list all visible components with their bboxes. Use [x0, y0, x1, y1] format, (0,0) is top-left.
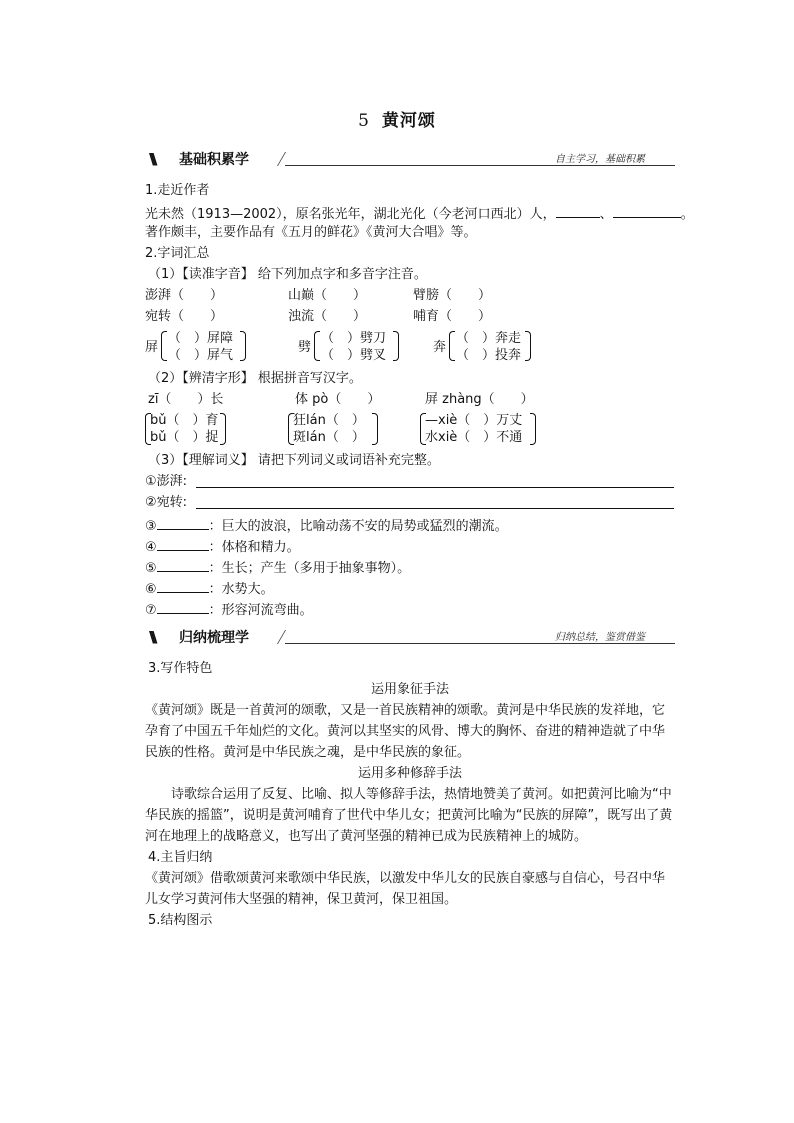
author-line — [145, 203, 694, 224]
shape-option: bǔ（ ）育 — [150, 413, 219, 428]
writing-subheading: 运用多种修辞手法 — [357, 766, 462, 781]
pron-item: 臂膀（ ） — [413, 288, 492, 303]
right-brace — [240, 331, 246, 361]
vocab-label: 2.字词汇总 — [145, 246, 210, 261]
section-heading: 基础积累学 — [179, 152, 249, 168]
right-brace — [393, 331, 399, 361]
section-banner-summary — [145, 624, 675, 650]
writing-paragraph-1: 《黄河颂》既是一首黄河的颂歌，又是一首民族精神的颂歌。黄河是中华民族的发祥地，它孕育了中国五千年灿烂的文化。黄河以其坚实的风骨、博大的胸怀、奋进的精神造就了中华民族的性格。黄河是中华民族之魂，是中华民族的象征。 — [145, 703, 666, 760]
pron-item: 浊流（ ） — [288, 309, 367, 324]
polyphone-char: 奔 — [433, 340, 447, 355]
polyphone-option: （ ）劈刀 — [321, 331, 387, 346]
polyphone-option: （ ）屏气 — [168, 348, 234, 363]
banner-divider — [277, 152, 296, 166]
left-brace — [449, 331, 455, 361]
pron-item: 澎湃（ ） — [145, 288, 224, 303]
answer-line[interactable] — [196, 508, 674, 509]
author-sep: 、 — [599, 207, 613, 222]
right-brace — [530, 413, 536, 445]
theme-paragraph: 《黄河颂》借歌颂黄河来歌颂中华民族，以激发中华儿女的民族自豪感与自信心，号召中华儿女学习黄河伟大坚强的精神，保卫黄河，保卫祖国。 — [145, 871, 666, 907]
blank-input[interactable] — [157, 515, 209, 530]
pron-item: 宛转（ ） — [145, 309, 224, 324]
shape-item: 屏 zhàng（ ） — [425, 392, 534, 407]
shape-option: —xiè（ ）万丈 — [425, 413, 523, 428]
shape-option: 水xiè（ ）不通 — [425, 430, 523, 445]
author-end: 。 — [680, 207, 694, 222]
author-label: 1.走近作者 — [145, 183, 210, 198]
shape-option: 斑lán（ ） — [293, 430, 365, 445]
left-brace — [314, 331, 320, 361]
shape-option: 狂lán（ ） — [293, 413, 365, 428]
right-brace — [525, 331, 531, 361]
blank-input[interactable] — [157, 536, 209, 551]
lesson-title: 黄河颂 — [381, 111, 436, 131]
writing-subheading: 运用象征手法 — [370, 682, 449, 697]
shape-item: zī（ ）长 — [148, 392, 224, 407]
left-brace — [161, 331, 167, 361]
shape-item: 体 pò（ ） — [295, 392, 381, 407]
shape-option: bǔ（ ）捉 — [150, 430, 219, 445]
section-subtitle: 归纳总结，鉴赏借鉴 — [555, 632, 645, 643]
polyphone-option: （ ）屏障 — [168, 331, 234, 346]
polyphone-char: 劈 — [298, 340, 312, 355]
right-brace — [220, 413, 226, 445]
banner-rule — [285, 165, 675, 166]
writing-paragraph-2: 诗歌综合运用了反复、比喻、拟人等修辞手法，热情地赞美了黄河。如把黄河比喻为“中华民族的摇篮”，说明是黄河哺育了世代中华儿女；把黄河比喻为“民族的屏障”，既写出了黄河在地理上的战略意义，也写出了黄河坚强的精神已成为民族精神上的城防。 — [145, 787, 673, 844]
polyphone-char: 屏 — [145, 340, 159, 355]
definition-item: ⑥ ：水势大。 — [145, 578, 274, 599]
polyphone-option: （ ）投奔 — [456, 348, 522, 363]
definition-label: ①澎湃: — [145, 474, 188, 489]
blank-input[interactable] — [157, 578, 209, 593]
definition-item: ④ ：体格和精力。 — [145, 536, 300, 557]
polyphone-option: （ ）劈叉 — [321, 348, 387, 363]
section-subtitle: 自主学习，基础积累 — [555, 154, 645, 165]
pron-item: 山巅（ ） — [288, 288, 367, 303]
author-works: 著作颇丰，主要作品有《五月的鲜花》《黄河大合唱》等。 — [145, 225, 477, 240]
author-text: 光未然（1913—2002），原名张光年，湖北光化（今老河口西北）人， — [145, 207, 556, 222]
polyphone-option: （ ）奔走 — [456, 331, 522, 346]
structure-label: 5.结构图示 — [148, 913, 213, 928]
pron-item: 哺育（ ） — [413, 309, 492, 324]
vocab-instruction-1: （1）【读准字音】 给下列加点字和多音字注音。 — [148, 267, 427, 282]
definition-label: ②宛转: — [145, 495, 188, 510]
slash-icon: \\\ — [149, 150, 154, 168]
theme-label: 4.主旨归纳 — [148, 850, 213, 865]
definition-item: ③ ：巨大的波浪，比喻动荡不安的局势或猛烈的潮流。 — [145, 515, 508, 536]
blank-input[interactable] — [556, 203, 600, 218]
answer-line[interactable] — [196, 487, 674, 488]
right-brace — [372, 413, 378, 445]
writing-label: 3.写作特色 — [148, 661, 213, 676]
page-title — [0, 106, 794, 131]
definition-item: ⑤ ：生长；产生（多用于抽象事物）。 — [145, 557, 410, 578]
blank-input[interactable] — [613, 203, 681, 218]
slash-icon: \\\ — [149, 628, 154, 646]
vocab-instruction-3: （3）【理解词义】 请把下列词义或词语补充完整。 — [148, 453, 440, 468]
section-banner-basics — [145, 146, 675, 172]
blank-input[interactable] — [157, 599, 209, 614]
vocab-instruction-2: （2）【辨清字形】 根据拼音写汉字。 — [148, 371, 362, 386]
blank-input[interactable] — [157, 557, 209, 572]
section-heading: 归纳梳理学 — [179, 630, 249, 646]
banner-divider — [277, 630, 296, 644]
lesson-number: 5 — [358, 111, 370, 131]
banner-rule — [285, 643, 675, 644]
definition-item: ⑦ ：形容河流弯曲。 — [145, 599, 313, 620]
